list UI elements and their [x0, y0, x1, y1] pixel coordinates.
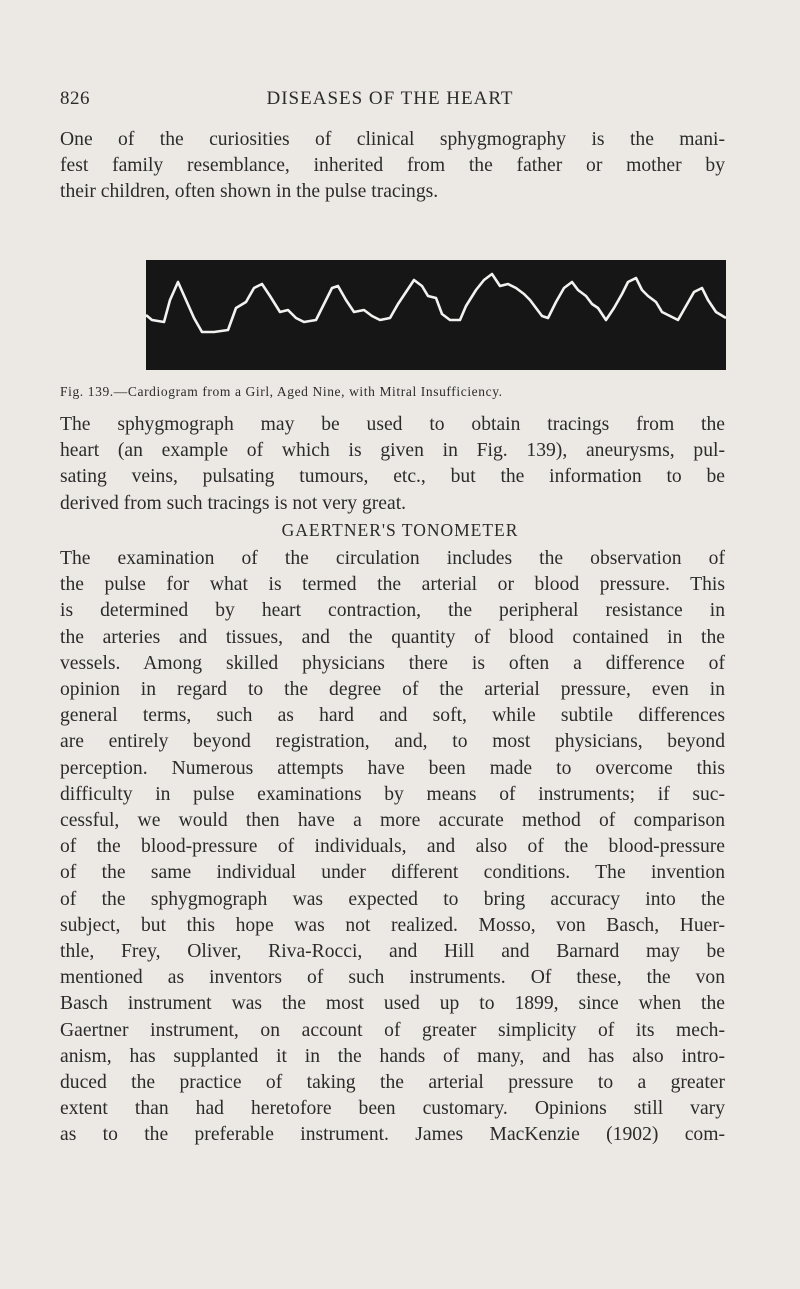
paragraph-sphygmograph	[60, 412, 725, 517]
section-heading: GAERTNER'S TONOMETER	[281, 520, 519, 540]
text-line: their children, often shown in the pulse tracings.	[60, 181, 439, 203]
text-line: duced the practice of taking the arterial pressure to a greater	[60, 1072, 725, 1094]
paragraph-tonometer	[60, 546, 725, 1149]
text-line: Basch instrument was the most used up to 1899, since when the	[60, 993, 725, 1015]
text-line: of the sphygmograph was expected to bring accuracy into the	[60, 888, 725, 910]
text-line: cessful, we would then have a more accurate method of comparison	[60, 810, 725, 832]
text-line: extent than had heretofore been customary. Opinions still vary	[60, 1098, 725, 1120]
text-line: perception. Numerous attempts have been made to overcome this	[60, 757, 725, 779]
text-line: of the blood-pressure of individuals, and also of the blood-pressure	[60, 836, 725, 858]
text-line: of the same individual under different conditions. The invention	[60, 862, 725, 884]
text-line: derived from such tracings is not very great.	[60, 492, 407, 514]
cardiogram-figure	[146, 260, 726, 370]
figure-caption: Fig. 139.—Cardiogram from a Girl, Aged Nine, with Mitral Insufficiency.	[60, 384, 503, 399]
text-line: One of the curiosities of clinical sphygmography is the mani-	[60, 129, 725, 150]
page-number: 826	[60, 88, 90, 109]
text-line: as to the preferable instrument. James MacKenzie (1902) com-	[60, 1124, 725, 1146]
text-line: The examination of the circulation includes the observation of	[60, 548, 725, 569]
text-line: vessels. Among skilled physicians there is often a difference of	[60, 652, 725, 674]
text-line: Gaertner instrument, on account of greater simplicity of its mech-	[60, 1019, 725, 1041]
text-line: thle, Frey, Oliver, Riva-Rocci, and Hill and Barnard may be	[60, 941, 725, 963]
paragraph-intro	[60, 127, 725, 206]
running-head	[60, 88, 720, 118]
text-line: general terms, such as hard and soft, while subtile differences	[60, 705, 725, 727]
text-line: anism, has supplanted it in the hands of many, and has also intro-	[60, 1045, 725, 1067]
text-line: sating veins, pulsating tumours, etc., but the information to be	[60, 466, 725, 488]
text-line: the arteries and tissues, and the quantity of blood contained in the	[60, 626, 725, 648]
text-line: fest family resemblance, inherited from the father or mother by	[60, 155, 725, 177]
text-line: subject, but this hope was not realized. Mosso, von Basch, Huer-	[60, 914, 725, 936]
text-line: difficulty in pulse examinations by means of instruments; if suc-	[60, 783, 725, 805]
text-line: The sphygmograph may be used to obtain tracings from the	[60, 414, 725, 435]
text-line: are entirely beyond registration, and, to most physicians, beyond	[60, 731, 725, 753]
text-line: opinion in regard to the degree of the arterial pressure, even in	[60, 679, 725, 701]
text-line: the pulse for what is termed the arterial or blood pressure. This	[60, 574, 725, 596]
text-line: mentioned as inventors of such instruments. Of these, the von	[60, 967, 725, 989]
running-title: DISEASES OF THE HEART	[266, 88, 514, 109]
cardiogram-tracing	[146, 260, 726, 370]
text-line: heart (an example of which is given in Fig. 139), aneurysms, pul-	[60, 440, 725, 462]
text-line: is determined by heart contraction, the peripheral resistance in	[60, 600, 725, 622]
